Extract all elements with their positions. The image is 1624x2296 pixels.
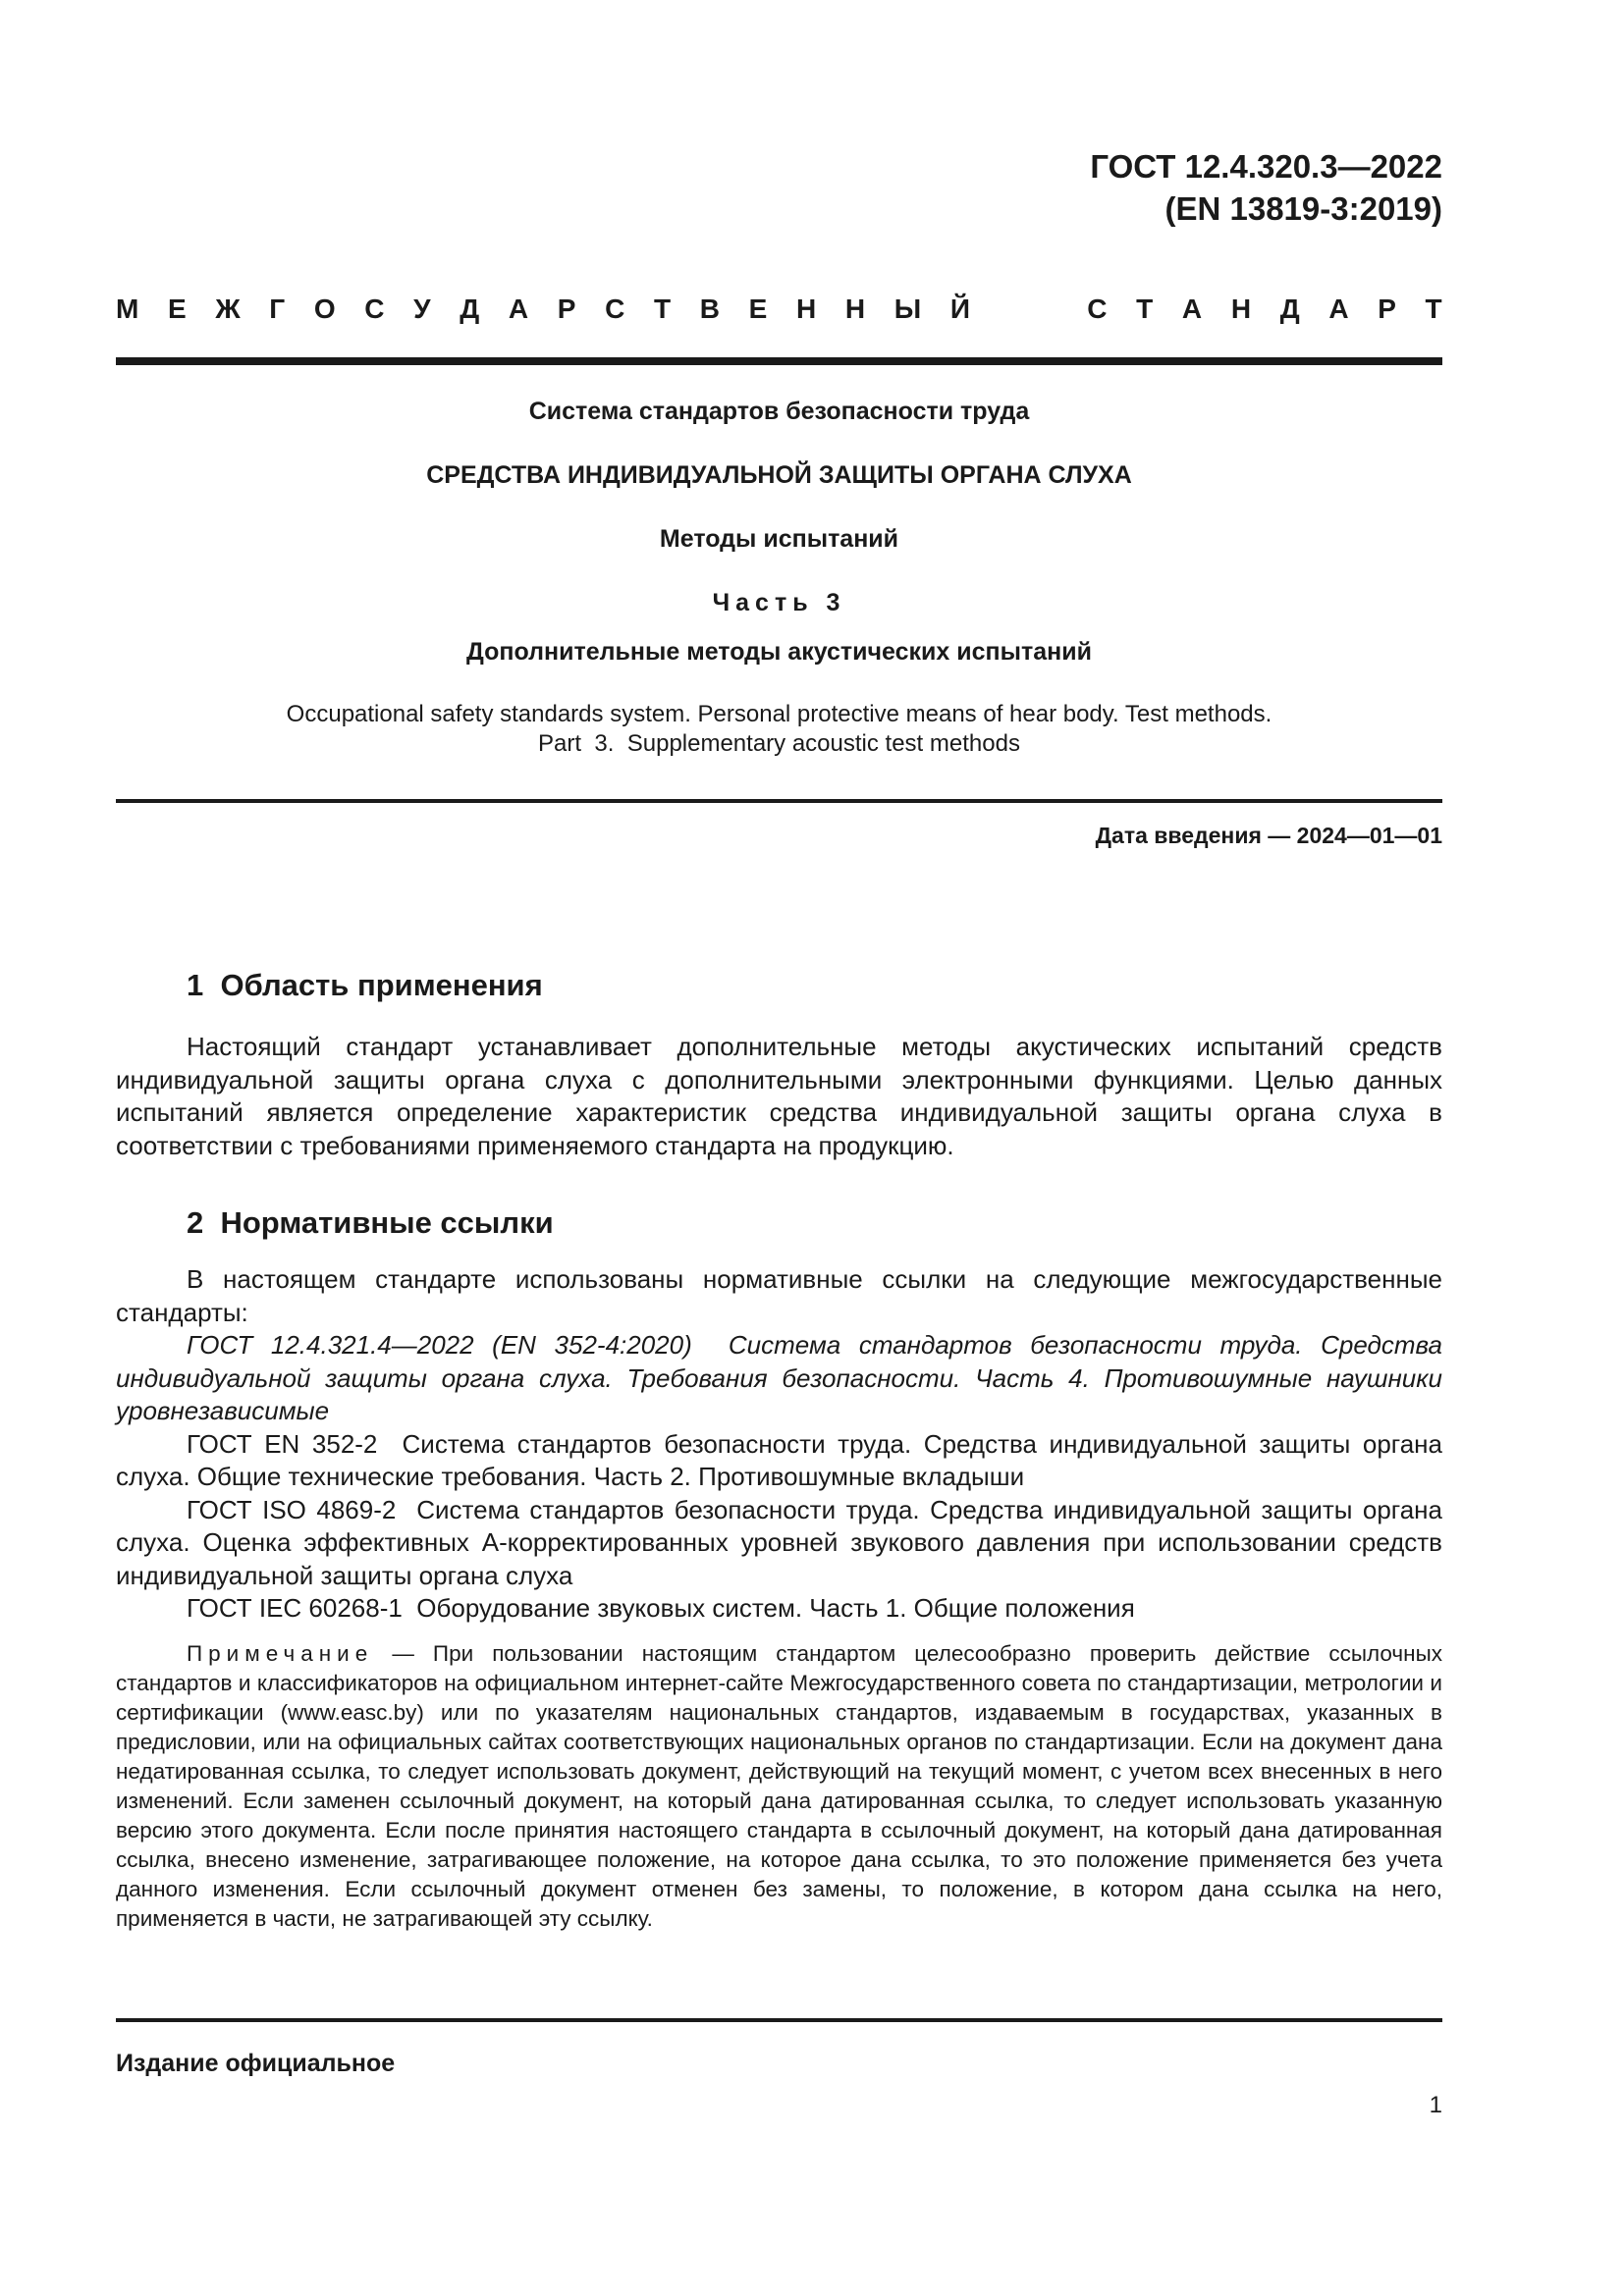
heading-letter: С <box>1087 294 1108 324</box>
section-heading-scope: 1 Область применения <box>187 968 543 1002</box>
heading-letter: А <box>508 294 529 324</box>
heading-letter: Д <box>1279 294 1300 324</box>
heading-letter: Ы <box>893 294 922 324</box>
title-part: Часть 3 <box>712 589 846 616</box>
introduction-date: Дата введения — 2024—01—01 <box>1095 823 1442 848</box>
section-scope-body <box>116 1031 1442 1162</box>
heading-letter: Г <box>269 294 286 324</box>
section-heading-references: 2 Нормативные ссылки <box>187 1205 554 1240</box>
page-number: 1 <box>1429 2092 1442 2118</box>
heading-letter: Е <box>748 294 768 324</box>
word-gap <box>1000 293 1058 326</box>
document-equivalent: (EN 13819-3:2019) <box>1164 190 1442 227</box>
document-number: ГОСТ 12.4.320.3—2022 <box>1090 148 1442 185</box>
heading-letter: Т <box>1425 294 1442 324</box>
title-english-line2: Part 3. Supplementary acoustic test methods <box>538 730 1020 757</box>
document-number-block <box>1090 145 1442 230</box>
title-english-line1: Occupational safety standards system. Personal protective means of hear body. Test methods. <box>286 701 1272 727</box>
heading-letter: С <box>364 294 385 324</box>
section-references-body <box>116 1263 1450 1626</box>
title-series: Система стандартов безопасности труда <box>528 398 1030 425</box>
standard-type-heading <box>116 293 1442 326</box>
heading-letter: Н <box>1230 294 1252 324</box>
title-main: СРЕДСТВА ИНДИВИДУАЛЬНОЙ ЗАЩИТЫ ОРГАНА СЛУХА <box>426 461 1132 489</box>
heading-letter: Р <box>1378 294 1396 324</box>
heading-letter: Й <box>949 294 970 324</box>
note-block <box>116 1639 1442 1934</box>
heading-letter: В <box>699 294 720 324</box>
title-english <box>116 700 1442 759</box>
edition-label: Издание официальное <box>116 2050 396 2077</box>
heading-letter: А <box>1181 294 1203 324</box>
note-label: Примечание <box>187 1641 374 1666</box>
heading-letter: Р <box>557 294 576 324</box>
reference-item: ГОСТ 12.4.321.4—2022 (EN 352-4:2020) Система стандартов безопасности труда. Средства индивидуальной защиты органа слуха. Требования безопасности. Часть 4. Противошумные наушники уровнезависимые <box>116 1330 1450 1425</box>
heading-letter: У <box>413 294 431 324</box>
heading-letter: О <box>313 294 336 324</box>
heading-letter: Д <box>460 294 480 324</box>
heading-letter: Т <box>1136 294 1154 324</box>
paragraph: Настоящий стандарт устанавливает дополнительные методы акустических испытаний средств индивидуальной защиты органа слуха с дополнительными электронными функциями. Целью данных испытаний является определение характеристик средства индивидуальной защиты органа слуха в соответствии с требованиями применяемого стандарта на продукцию. <box>116 1032 1442 1160</box>
paragraph: В настоящем стандарте использованы нормативные ссылки на следующие межгосударственные стандарты: <box>116 1264 1442 1327</box>
heading-letter: Т <box>653 294 672 324</box>
heading-letter: А <box>1328 294 1349 324</box>
title-methods: Методы испытаний <box>659 525 899 553</box>
reference-item: ГОСТ IEC 60268-1 Оборудование звуковых систем. Часть 1. Общие положения <box>187 1593 1135 1623</box>
heading-letter: Ж <box>215 294 241 324</box>
heading-letter: М <box>116 294 139 324</box>
heading-letter: Е <box>167 294 187 324</box>
heading-letter: Н <box>795 294 817 324</box>
footer-divider <box>116 2018 1442 2022</box>
title-subtitle: Дополнительные методы акустических испытаний <box>466 638 1092 666</box>
reference-item: ГОСТ ISO 4869-2 Система стандартов безопасности труда. Средства индивидуальной защиты органа слуха. Оценка эффективных А-корректированных уровней звукового давления при использовании средств индивидуальной защиты органа слуха <box>116 1494 1450 1590</box>
heading-letter: Н <box>844 294 866 324</box>
header-divider <box>116 357 1442 365</box>
reference-item: ГОСТ EN 352-2 Система стандартов безопасности труда. Средства индивидуальной защиты органа слуха. Общие технические требования. Часть 2. Противошумные вкладыши <box>116 1428 1450 1491</box>
note-text: — При пользовании настоящим стандартом целесообразно проверить действие ссылочных стандартов и классификаторов на официальном интернет-сайте Межгосударственного совета по стандартизации, метрологии и сертификации (www.easc.by) или по указателям национальных стандартов, издаваемым в государствах, указанных в предисловии, или на официальных сайтах соответствующих национальных органов по стандартизации. Если на документ дана недатированная ссылка, то следует использовать документ, действующий на текущий момент, с учетом всех внесенных в него изменений. Если заменен ссылочный документ, на который дана датированная ссылка, то следует использовать указанную версию этого документа. Если после принятия настоящего стандарта в ссылочный документ, на который дана датированная ссылка, внесено изменение, затрагивающее положение, на которое дана ссылка, то это положение применяется без учета данного изменения. Если ссылочный документ отменен без замены, то положение, в котором дана ссылка на него, применяется в части, не затрагивающей эту ссылку. <box>116 1641 1442 1931</box>
heading-letter: С <box>605 294 625 324</box>
title-divider <box>116 799 1442 803</box>
